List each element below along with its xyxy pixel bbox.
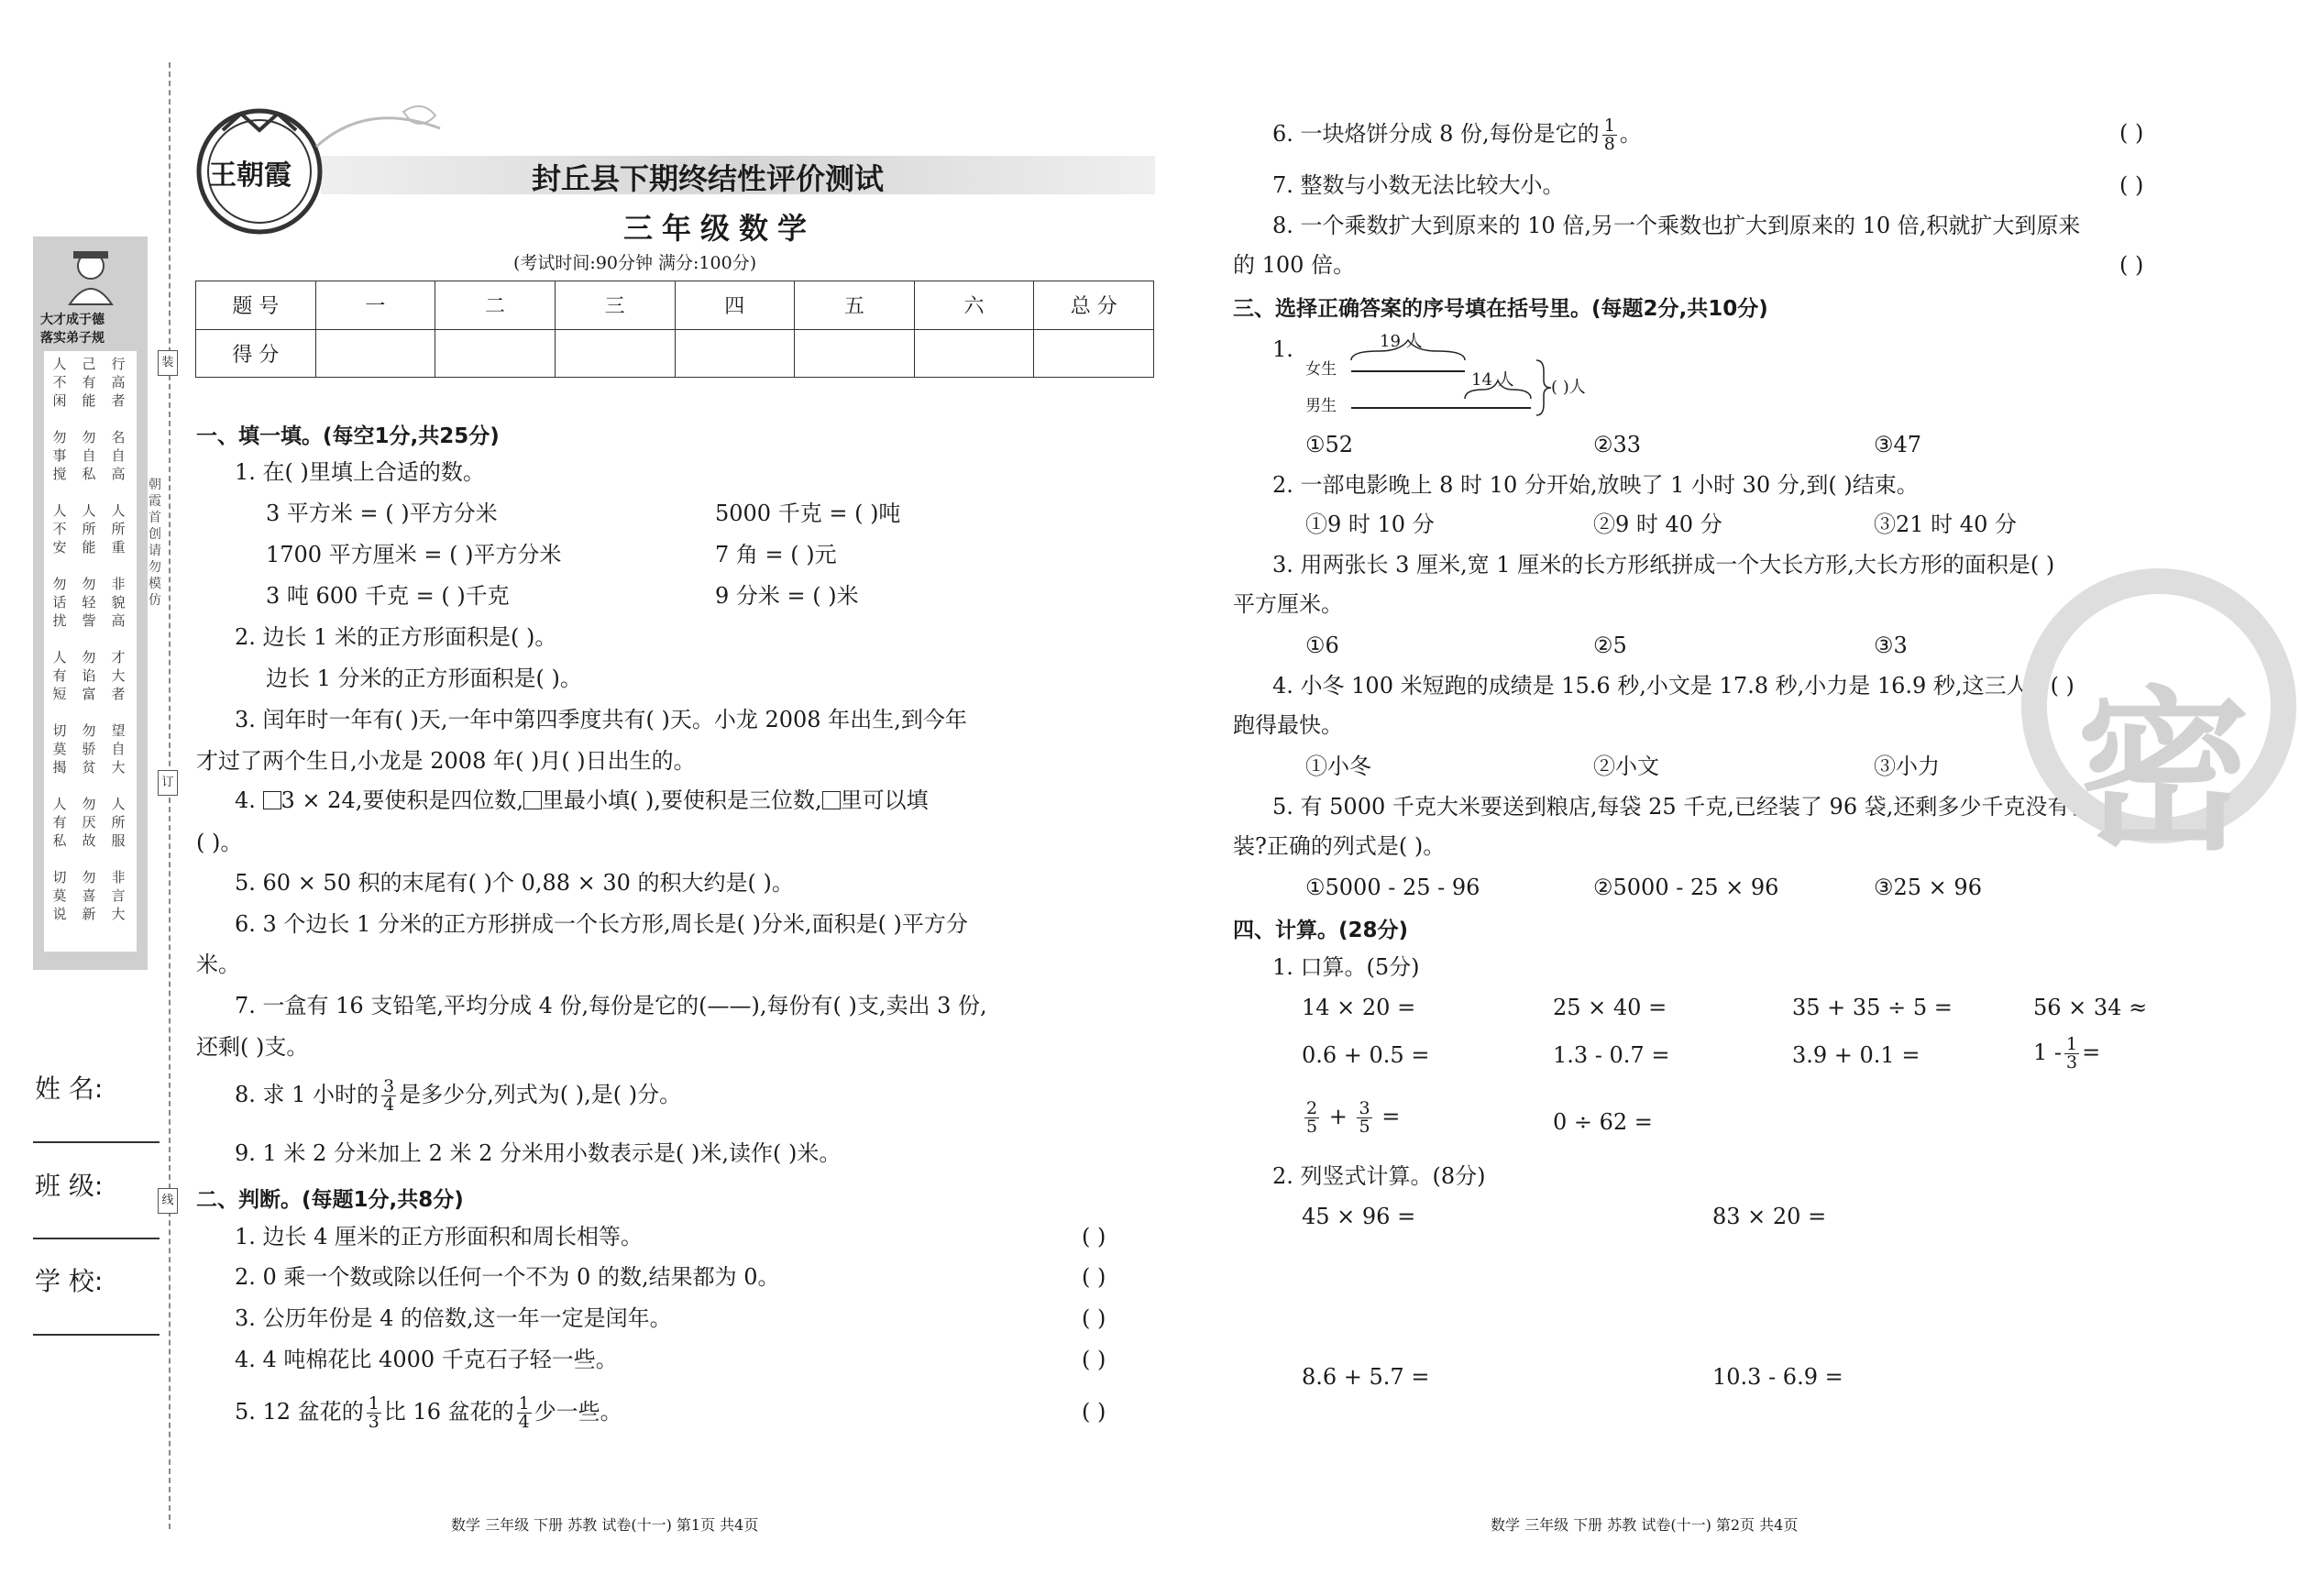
score-cell: 二	[435, 281, 556, 330]
fraction	[517, 1395, 532, 1431]
motto-line: 行高者	[111, 356, 126, 409]
score-input-cell[interactable]	[1034, 329, 1154, 378]
judge-item-6	[1272, 117, 1642, 153]
choice-option[interactable]: ③小力	[1874, 754, 1940, 779]
choice-option[interactable]: ①6	[1305, 633, 1339, 658]
judge-item: 8. 一个乘数扩大到原来的 10 倍,另一个乘数也扩大到原来的 10 倍,积就扩大到原来	[1272, 213, 2081, 238]
choice-option[interactable]: ③47	[1874, 432, 1922, 457]
fraction	[381, 1078, 396, 1114]
q1-item: 9 分米 = ( )米	[715, 583, 859, 609]
binding-mark-ding: 订	[158, 770, 178, 796]
calc-item: 25 × 40 =	[1553, 995, 1667, 1020]
c1-19-label: 19 人	[1380, 332, 1423, 351]
motto-line: 非言大	[111, 869, 126, 922]
motto-line: 勿事搅	[52, 429, 67, 482]
binding-mark-xian: 线	[158, 1188, 178, 1214]
section-4-heading: 四、计算。(28分)	[1233, 919, 1409, 942]
choice-option[interactable]: ①52	[1305, 432, 1354, 457]
fraction	[2064, 1036, 2079, 1072]
fraction-denominator: 8	[1603, 134, 1615, 154]
exam-title: 封丘县下期终结性评价测试	[532, 161, 885, 196]
c1-14-label: 14 人	[1471, 370, 1514, 390]
score-cell: 题 号	[196, 281, 316, 330]
choice-option[interactable]: ②小文	[1593, 754, 1659, 779]
choice-option[interactable]: ③25 × 96	[1874, 875, 1982, 900]
q2-text-b: 边长 1 分米的正方形面积是( )。	[266, 666, 582, 691]
q1-text: 1. 在( )里填上合适的数。	[235, 459, 485, 485]
q6-text: 6. 3 个边长 1 分米的正方形拼成一个长方形,周长是( )分米,面积是( )平方分	[235, 911, 968, 937]
c1-boys-label: 男生	[1305, 397, 1337, 415]
score-cell: 三	[555, 281, 675, 330]
fraction-denominator: 5	[1306, 1117, 1318, 1137]
score-cell: 六	[914, 281, 1034, 330]
fraction-numerator: 2	[1306, 1098, 1318, 1118]
school-field[interactable]	[33, 1334, 160, 1336]
q9-text: 9. 1 米 2 分米加上 2 米 2 分米用小数表示是( )米,读作( )米。	[235, 1140, 842, 1166]
q4-text-b: ( )。	[196, 830, 243, 855]
q1-item: 3 吨 600 千克 = ( )千克	[266, 583, 510, 609]
fraction-numerator: 3	[1359, 1098, 1370, 1118]
motto-line: 勿话扰	[52, 576, 67, 629]
calc-item: 0 ÷ 62 =	[1553, 1109, 1653, 1135]
q4-prefix: 4.	[235, 787, 263, 813]
name-field[interactable]	[33, 1141, 160, 1143]
q2-text: 2. 边长 1 米的正方形面积是( )。	[235, 624, 557, 650]
vertical-calc-item: 83 × 20 =	[1712, 1204, 1827, 1229]
score-input-cell[interactable]	[795, 329, 915, 378]
q4-part: 3 × 24,要使积是四位数,	[281, 787, 523, 813]
fraction	[1357, 1100, 1371, 1136]
choice-option[interactable]: ①9 时 10 分	[1305, 512, 1435, 537]
binding-mark-zhuang: 装	[158, 350, 178, 376]
calc-item: 1.3 - 0.7 =	[1553, 1042, 1670, 1068]
choice-option[interactable]: ①小冬	[1305, 754, 1371, 779]
motto-line: 己有能	[82, 356, 96, 409]
class-label: 班 级:	[35, 1171, 104, 1201]
page1-footer: 数学 三年级 下册 苏教 试卷(十一) 第1页 共4页	[451, 1516, 759, 1534]
motto-line: 名自高	[111, 429, 126, 482]
calc-suffix: =	[2082, 1040, 2101, 1065]
c4-text-b: 跑得最快。	[1233, 712, 1343, 738]
fraction	[1304, 1100, 1319, 1136]
calc-item: 35 + 35 ÷ 5 =	[1792, 995, 1953, 1020]
motto-line: 望自大	[111, 722, 126, 776]
calc-eq: =	[1381, 1104, 1401, 1129]
score-cell: 总 分	[1034, 281, 1154, 330]
name-label: 姓 名:	[35, 1073, 104, 1104]
score-table	[195, 281, 1154, 378]
motto-sidebar	[33, 237, 148, 970]
answer-paren[interactable]: ( )	[1082, 1399, 1106, 1425]
score-table-score-row	[196, 329, 1154, 378]
motto-line: 才大者	[111, 649, 126, 702]
answer-paren[interactable]: ( )	[1082, 1264, 1106, 1290]
fraction	[367, 1395, 381, 1431]
q7-text-b: 还剩( )支。	[196, 1034, 309, 1060]
q1-item: 1700 平方厘米 = ( )平方分米	[266, 542, 562, 567]
q8-prefix: 8. 求 1 小时的	[235, 1082, 380, 1107]
j5-suffix: 少一些。	[534, 1399, 622, 1425]
c5-text: 5. 有 5000 千克大米要送到粮店,每袋 25 千克,已经装了 96 袋,还剩多少千克没有包	[1272, 794, 2092, 820]
q4-part: 里最小填( ),要使积是三位数,	[541, 787, 822, 813]
answer-paren[interactable]: ( )	[2119, 252, 2144, 278]
vertical-calc-item: 10.3 - 6.9 =	[1712, 1364, 1843, 1390]
choice-option[interactable]: ③3	[1874, 633, 1908, 658]
fraction-numerator: 3	[383, 1076, 395, 1096]
motto-line: 勿厌故	[82, 796, 96, 849]
c1-line-diagram	[1348, 335, 1568, 417]
motto-line: 勿谄富	[82, 649, 96, 702]
section-2-heading: 二、判断。(每题1分,共8分)	[196, 1188, 464, 1212]
score-input-cell[interactable]	[555, 329, 675, 378]
calc-item: 14 × 20 =	[1302, 995, 1416, 1020]
q6-text-b: 米。	[196, 952, 240, 977]
fraction-denominator: 3	[368, 1412, 380, 1432]
answer-paren[interactable]: ( )	[1082, 1347, 1106, 1372]
fraction	[1602, 117, 1617, 153]
fraction-denominator: 5	[1359, 1117, 1370, 1137]
q4-part: 里可以填	[840, 787, 929, 813]
brand-logo-text: 王朝霞	[209, 160, 292, 192]
q7-text: 7. 一盒有 16 支铅笔,平均分成 4 份,每份是它的(——),每份有( )支,卖出 3 份,	[235, 993, 987, 1018]
judge-item-b: 的 100 倍。	[1233, 252, 1356, 278]
calc-item: 0.6 + 0.5 =	[1302, 1042, 1430, 1068]
confidential-seal-char: 密	[2076, 671, 2251, 874]
j6-suffix: 。	[1619, 121, 1642, 147]
calc-item-fraction	[2033, 1036, 2100, 1072]
fraction-denominator: 4	[518, 1412, 530, 1432]
answer-paren[interactable]: ( )	[1082, 1224, 1106, 1249]
page2-footer: 数学 三年级 下册 苏教 试卷(十一) 第2页 共4页	[1491, 1516, 1799, 1534]
score-input-cell[interactable]	[435, 329, 556, 378]
c3-text: 3. 用两张长 3 厘米,宽 1 厘米的长方形纸拼成一个大长方形,大长方形的面积是( )	[1272, 552, 2055, 578]
motto-line: 非貌高	[111, 576, 126, 629]
score-cell: 五	[795, 281, 915, 330]
q4-text	[235, 787, 929, 814]
calc-item: 3.9 + 0.1 =	[1792, 1042, 1920, 1068]
answer-paren[interactable]: ( )	[1082, 1305, 1106, 1331]
choice-option[interactable]: ②5	[1593, 633, 1627, 658]
calc-plus: +	[1328, 1104, 1348, 1129]
motto-line: 勿自私	[82, 429, 96, 482]
score-input-cell[interactable]	[315, 329, 435, 378]
motto-line: 人不安	[52, 502, 67, 556]
q8-suffix: 是多少分,列式为( ),是( )分。	[399, 1082, 682, 1107]
c1-label: 1.	[1272, 336, 1293, 362]
fraction-denominator: 3	[2066, 1052, 2078, 1073]
blank-box	[523, 791, 542, 809]
score-table-header-row	[196, 281, 1154, 330]
c4-text: 4. 小冬 100 米短跑的成绩是 15.6 秒,小文是 17.8 秒,小力是 16.9 秒,这三人中( )	[1272, 673, 2074, 699]
class-field[interactable]	[33, 1238, 160, 1239]
motto-line: 勿喜新	[82, 869, 96, 922]
q1-item: 3 平方米 = ( )平方分米	[266, 501, 498, 526]
fraction-denominator: 4	[383, 1095, 395, 1115]
slogan-2: 落实弟子规	[40, 331, 105, 346]
j6-prefix: 6. 一块烙饼分成 8 份,每份是它的	[1272, 121, 1600, 147]
c1-girls-label: 女生	[1305, 360, 1337, 379]
calc-item-fraction	[1302, 1100, 1400, 1136]
c3-text-b: 平方厘米。	[1233, 591, 1343, 617]
choice-option[interactable]: ②5000 - 25 × 96	[1593, 875, 1779, 900]
c1-answer[interactable]: ( )人	[1551, 378, 1586, 397]
choice-option[interactable]: ①5000 - 25 - 96	[1305, 875, 1480, 900]
judge-item: 2. 0 乘一个数或除以任何一个不为 0 的数,结果都为 0。	[235, 1264, 780, 1290]
fraction-numerator: 1	[1603, 116, 1615, 136]
blank-box	[822, 791, 841, 809]
choice-option[interactable]: ③21 时 40 分	[1874, 512, 2017, 537]
subject-title: 三年级数学	[623, 211, 817, 246]
calc-prefix: 1 -	[2033, 1040, 2063, 1065]
k1-text: 1. 口算。(5分)	[1272, 954, 1420, 980]
vertical-calc-item: 45 × 96 =	[1302, 1204, 1416, 1229]
q3-text: 3. 闰年时一年有( )天,一年中第四季度共有( )天。小龙 2008 年出生,到今年	[235, 707, 967, 732]
q5-text: 5. 60 × 50 积的末尾有( )个 0,88 × 30 的积大约是( )。	[235, 870, 794, 896]
slogan-1: 大才成于德	[40, 313, 105, 327]
blank-box	[263, 791, 281, 809]
judge-item-5	[235, 1395, 622, 1431]
answer-paren[interactable]: ( )	[2119, 172, 2144, 198]
judge-item: 7. 整数与小数无法比较大小。	[1272, 172, 1565, 198]
vertical-calc-item: 8.6 + 5.7 =	[1302, 1364, 1430, 1390]
motto-line: 人所能	[82, 502, 96, 556]
section-3-heading: 三、选择正确答案的序号填在括号里。(每题2分,共10分)	[1233, 297, 1768, 321]
motto-panel	[44, 351, 137, 952]
motto-line: 人所重	[111, 502, 126, 556]
judge-item: 3. 公历年份是 4 的倍数,这一年一定是闰年。	[235, 1305, 672, 1331]
score-row-label: 得 分	[196, 329, 316, 378]
exam-info: (考试时间:90分钟 满分:100分)	[513, 253, 757, 273]
judge-item: 1. 边长 4 厘米的正方形面积和周长相等。	[235, 1224, 644, 1249]
choice-option[interactable]: ②9 时 40 分	[1593, 512, 1722, 537]
motto-line: 人有短	[52, 649, 67, 702]
motto-line: 人不闲	[52, 356, 67, 409]
judge-item: 4. 4 吨棉花比 4000 千克石子轻一些。	[235, 1347, 618, 1372]
motto-line: 切莫说	[52, 869, 67, 922]
j5-mid: 比 16 盆花的	[383, 1399, 514, 1425]
score-input-cell[interactable]	[914, 329, 1034, 378]
k2-text: 2. 列竖式计算。(8分)	[1272, 1163, 1486, 1189]
fraction-numerator: 1	[2066, 1034, 2078, 1054]
score-cell: 一	[315, 281, 435, 330]
binding-dashed-line	[169, 62, 171, 1529]
q8-text	[235, 1078, 681, 1114]
school-label: 学 校:	[35, 1266, 104, 1296]
score-cell: 四	[675, 281, 795, 330]
q1-item: 7 角 = ( )元	[715, 542, 837, 567]
c5-text-b: 装?正确的列式是( )。	[1233, 833, 1446, 859]
choice-option[interactable]: ②33	[1593, 432, 1642, 457]
q1-item: 5000 千克 = ( )吨	[715, 501, 901, 526]
calc-item: 56 × 34 ≈	[2033, 995, 2148, 1020]
copyright-note: 朝霞首创 请勿模仿	[149, 478, 161, 608]
motto-line: 勿轻訾	[82, 576, 96, 629]
motto-line: 勿骄贫	[82, 722, 96, 776]
motto-line: 人所服	[111, 796, 126, 849]
scholar-icon	[61, 246, 121, 306]
fraction-numerator: 1	[518, 1393, 530, 1414]
section-1-heading: 一、填一填。(每空1分,共25分)	[196, 424, 500, 448]
ribbon-decoration	[312, 101, 449, 156]
motto-line: 人有私	[52, 796, 67, 849]
fraction-numerator: 1	[368, 1393, 380, 1414]
q3-text-b: 才过了两个生日,小龙是 2008 年( )月( )日出生的。	[196, 748, 696, 774]
motto-line: 切莫揭	[52, 722, 67, 776]
j5-prefix: 5. 12 盆花的	[235, 1399, 364, 1425]
c2-text: 2. 一部电影晚上 8 时 10 分开始,放映了 1 小时 30 分,到( )结束。	[1272, 472, 1919, 498]
answer-paren[interactable]: ( )	[2119, 120, 2144, 146]
score-input-cell[interactable]	[675, 329, 795, 378]
